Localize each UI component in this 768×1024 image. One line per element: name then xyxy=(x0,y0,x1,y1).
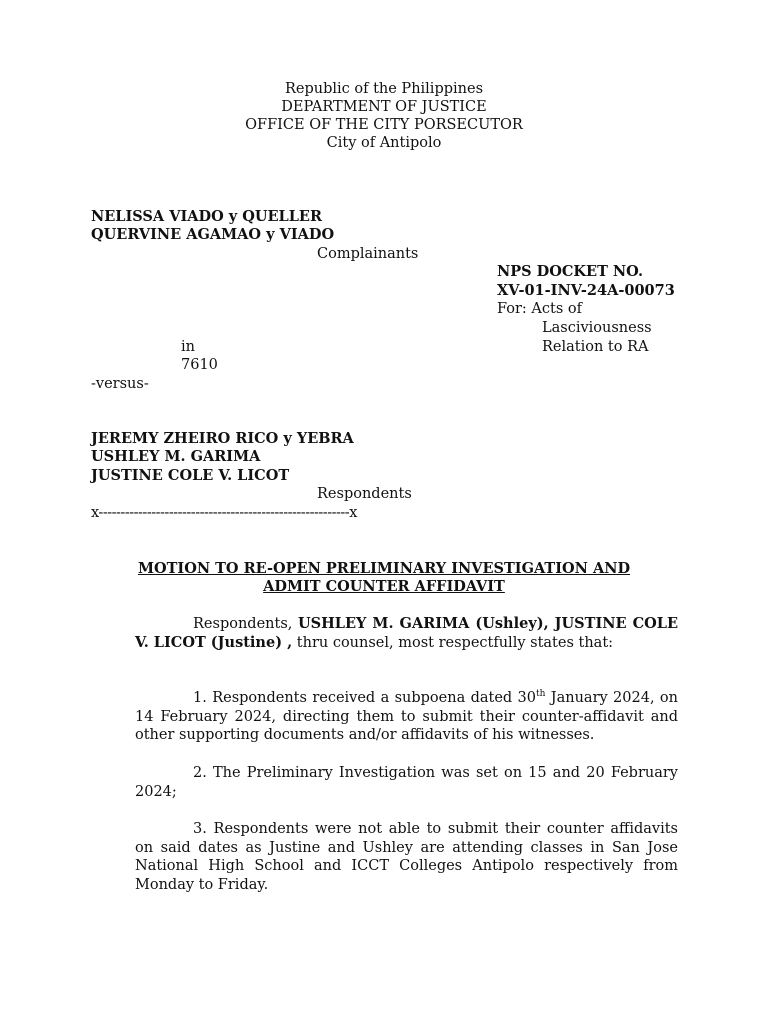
paragraph-1-a: 1. Respondents received a subpoena dated 30 xyxy=(193,690,537,706)
offense-ra-number: 7610 xyxy=(181,357,218,373)
header-office: OFFICE OF THE CITY PORSECUTOR xyxy=(245,117,523,133)
paragraph-2 xyxy=(135,764,678,801)
versus-label: -versus- xyxy=(91,376,149,392)
paragraph-3-text: 3. Respondents were not able to submit their counter affidavits on said dates as Justine and Ushley are attending classes in San Jose National High School and ICCT Colleges Antipolo respectively from Monday to Friday. xyxy=(135,821,678,893)
offense-for-line: For: Acts of xyxy=(497,301,582,317)
header-city: City of Antipolo xyxy=(326,135,442,151)
offense-in: in xyxy=(181,339,195,355)
respondent-name-3: JUSTINE COLE V. LICOT xyxy=(91,467,290,484)
document-header xyxy=(0,80,768,152)
respondent-name-1: JEREMY ZHEIRO RICO y YEBRA xyxy=(91,430,354,447)
complainant-name-1: NELISSA VIADO y QUELLER xyxy=(91,208,323,225)
offense-lasciviousness: Lasciviousness xyxy=(542,320,652,336)
header-republic: Republic of the Philippines xyxy=(284,81,484,97)
respondent-name-2: USHLEY M. GARIMA xyxy=(91,448,261,465)
intro-comma: , xyxy=(282,633,293,651)
motion-title-line-2: ADMIT COUNTER AFFIDAVIT xyxy=(263,578,505,595)
header-department: DEPARTMENT OF JUSTICE xyxy=(281,99,487,115)
paragraph-1-b: January 2024, on 14 February 2024, directing them to submit their counter-affidavit and other supporting documents and/or affidavits of his witnesses. xyxy=(135,690,678,743)
intro-respondent-names: USHLEY M. GARIMA (Ushley), JUSTINE COLE V. LICOT (Justine) xyxy=(135,615,678,651)
paragraph-3 xyxy=(135,820,678,894)
paragraph-2-text: 2. The Preliminary Investigation was set on 15 and 20 February 2024; xyxy=(135,765,678,800)
complainants-label: Complainants xyxy=(317,246,419,262)
offense-relation: Relation to RA xyxy=(542,339,649,355)
docket-number: XV-01-INV-24A-00073 xyxy=(497,282,675,299)
paragraph-1 xyxy=(135,689,678,745)
docket-label: NPS DOCKET NO. xyxy=(497,263,643,280)
intro-suffix: thru counsel, most respectfully states that: xyxy=(292,634,614,651)
respondents-label: Respondents xyxy=(317,486,412,502)
complainant-name-2: QUERVINE AGAMAO y VIADO xyxy=(91,226,335,243)
intro-paragraph xyxy=(135,615,678,652)
intro-prefix: Respondents, xyxy=(193,616,298,632)
paragraph-1-superscript: th xyxy=(536,689,546,700)
motion-title-line-1: MOTION TO RE-OPEN PRELIMINARY INVESTIGATION AND xyxy=(137,560,631,577)
caption-separator: x---------------------------------------------------------x xyxy=(91,505,357,521)
